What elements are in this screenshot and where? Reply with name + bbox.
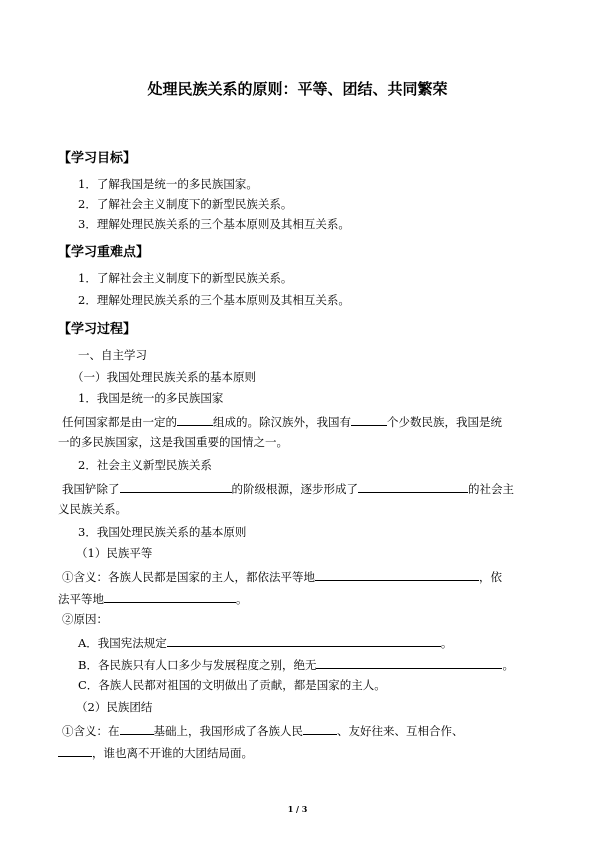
text-segment: 个少数民族，我国是统 (387, 415, 502, 429)
fill-in-line (78, 656, 514, 672)
answer-blank[interactable] (167, 634, 441, 647)
text-segment: B．各民族只有人口多少与发展程度之别，绝无 (78, 658, 317, 672)
fill-in-line (78, 634, 452, 650)
fill-in-line (62, 568, 502, 584)
principle-heading: （1）民族平等 (76, 546, 153, 560)
text-segment: 基础上，我国形成了各族人民 (153, 724, 303, 738)
answer-blank[interactable] (104, 590, 236, 603)
paragraph-line: C．各族人民都对祖国的文明做出了贡献，都是国家的主人。 (78, 678, 386, 692)
self-study-heading: 一、自主学习 (78, 348, 147, 362)
page-title: 处理民族关系的原则：平等、团结、共同繁荣 (147, 80, 448, 98)
text-segment: ，谁也离不开谁的大团结局面。 (92, 746, 253, 760)
answer-blank[interactable] (303, 722, 337, 735)
text-segment: 、友好往来、互相合作、 (337, 724, 464, 738)
text-segment: 。 (236, 592, 248, 606)
answer-blank[interactable] (316, 656, 502, 669)
text-segment: 。 (440, 636, 453, 650)
answer-blank[interactable] (315, 568, 479, 581)
reason-heading: ②原因： (62, 612, 108, 626)
point-title: 2．社会主义新型民族关系 (78, 458, 212, 472)
text-segment: 的阶级根源，逐步形成了 (231, 482, 358, 496)
paragraph-line: 一的多民族国家，这是我国重要的国情之一。 (58, 435, 288, 449)
answer-blank[interactable] (120, 722, 154, 735)
fill-in-line (58, 744, 253, 760)
text-segment: ①含义：各族人民都是国家的主人，都依法平等地 (62, 570, 315, 584)
answer-blank[interactable] (177, 413, 213, 426)
section-heading-goals: 【学习目标】 (58, 151, 137, 166)
point-title: 1．我国是统一的多民族国家 (78, 391, 224, 405)
text-segment: 我国铲除了 (62, 482, 120, 496)
text-segment: 法平等地 (58, 592, 104, 606)
text-segment: ，依 (479, 570, 502, 584)
text-segment: 。 (502, 658, 514, 672)
list-item: 2．理解处理民族关系的三个基本原则及其相互关系。 (78, 293, 350, 307)
list-item: 1．了解社会主义制度下的新型民族关系。 (78, 271, 293, 285)
text-segment: 的社会主 (468, 482, 514, 496)
fill-in-line (58, 590, 248, 606)
answer-blank[interactable] (120, 480, 232, 493)
answer-blank[interactable] (351, 413, 387, 426)
text-segment: A．我国宪法规定 (78, 636, 167, 650)
principle-heading: （2）民族团结 (76, 700, 153, 714)
section-heading-key-points: 【学习重难点】 (58, 245, 150, 260)
answer-blank[interactable] (358, 480, 468, 493)
text-segment: 组成的。除汉族外，我国有 (213, 415, 351, 429)
list-item: 2．了解社会主义制度下的新型民族关系。 (78, 197, 293, 211)
list-item: 3．理解处理民族关系的三个基本原则及其相互关系。 (78, 217, 350, 231)
fill-in-line (62, 480, 514, 496)
fill-in-line (62, 722, 464, 738)
page-number: 1 / 3 (287, 804, 308, 814)
list-item: 1．了解我国是统一的多民族国家。 (78, 177, 258, 191)
subsection-heading: （一）我国处理民族关系的基本原则 (72, 370, 256, 384)
text-segment: ①含义：在 (62, 724, 120, 738)
answer-blank[interactable] (58, 744, 92, 757)
paragraph-line: 义民族关系。 (58, 502, 127, 516)
point-title: 3．我国处理民族关系的基本原则 (78, 525, 247, 539)
fill-in-line (62, 413, 502, 429)
section-heading-process: 【学习过程】 (58, 322, 137, 337)
text-segment: 任何国家都是由一定的 (62, 415, 177, 429)
